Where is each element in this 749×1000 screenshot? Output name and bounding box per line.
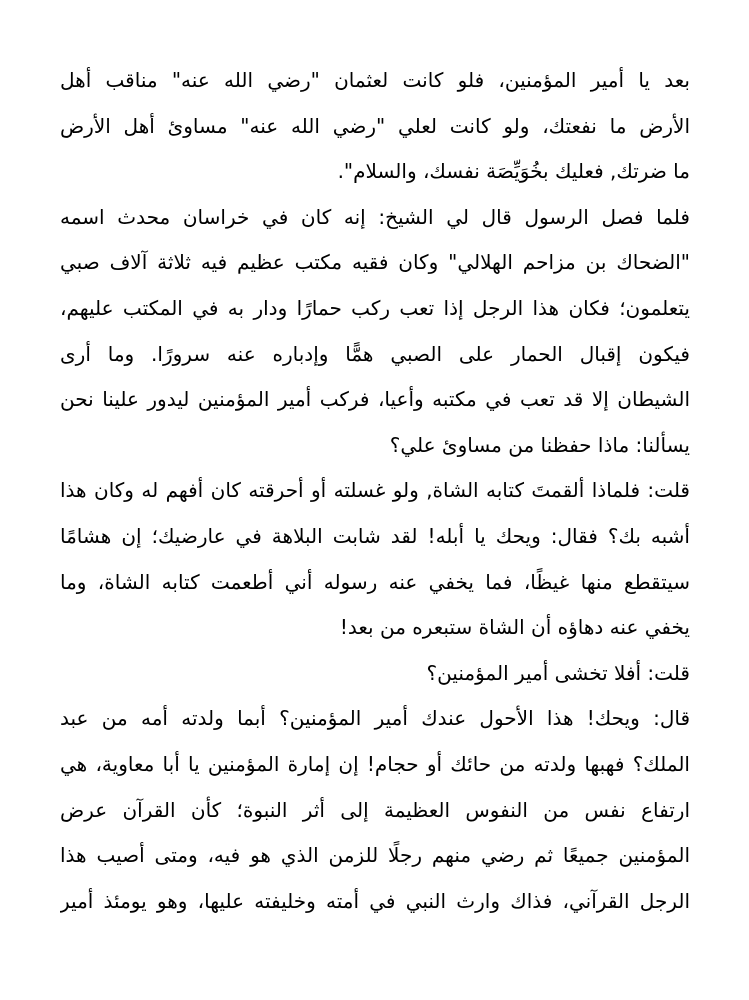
text-line-17: ارتفاع نفس من النفوس العظيمة إلى أثر النبوة؛ كأن القرآن عرض bbox=[60, 797, 690, 822]
text-line-14: قلت: أفلا تخشى أمير المؤمنين؟ bbox=[426, 660, 690, 685]
text-line-13: يخفي عنه دهاؤه أن الشاة ستبعره من بعد! bbox=[339, 615, 690, 640]
text-line-16: الملك؟ فهبها ولدته من حائك أو حجام! إن إمارة المؤمنين يا أبا معاوية، هي bbox=[60, 751, 690, 776]
text-line-1: بعد يا أمير المؤمنين، فلو كانت لعثمان "رضي الله عنه" مناقب أهل bbox=[60, 68, 690, 92]
text-line-3: ما ضرتك, فعليك بخُوَيِّصَة نفسك، والسلام". bbox=[337, 159, 690, 184]
text-line-4: فلما فصل الرسول قال لي الشيخ: إنه كان في خراسان محدث اسمه bbox=[60, 204, 690, 229]
text-line-11: أشبه بك؟ فقال: ويحك يا أبله! لقد شابت البلاهة في عارضيك؛ إن هشامًا bbox=[60, 523, 690, 548]
text-line-8: الشيطان إلا قد تعب في مكتبه وأعيا، فركب أمير المؤمنين ليدور علينا نحن bbox=[60, 387, 690, 412]
text-line-18: المؤمنين جميعًا ثم رضي منهم رجلًا للزمن الذي هو فيه، ومتى أصيب هذا bbox=[60, 843, 690, 868]
text-line-7: فيكون إقبال الحمار على الصبي همًّا وإدباره عنه سرورًا. وما أرى bbox=[60, 341, 690, 366]
text-line-2: الأرض ما نفعتك، ولو كانت لعلي "رضي الله عنه" مساوئ أهل الأرض bbox=[60, 113, 690, 138]
text-line-9: يسألنا: ماذا حفظنا من مساوئ علي؟ bbox=[389, 432, 690, 457]
text-line-10: قلت: فلماذا ألقمتَ كتابه الشاة, ولو غسلته أو أحرقته كان أفهم له وكان هذا bbox=[60, 478, 690, 503]
document-page bbox=[60, 58, 690, 924]
text-line-15: قال: ويحك! هذا الأحول عندك أمير المؤمنين؟ أبما ولدته أمه من عبد bbox=[60, 706, 690, 731]
text-line-12: سيتقطع منها غيظًا، فما يخفي عنه رسوله أني أطعمت كتابه الشاة، وما bbox=[60, 569, 690, 594]
text-line-19: الرجل القرآني، فذاك وارث النبي في أمته وخليفته عليها، وهو يومئذ أمير bbox=[60, 888, 690, 913]
text-line-6: يتعلمون؛ فكان هذا الرجل إذا تعب ركب حمارًا ودار به في المكتب عليهم، bbox=[60, 295, 690, 320]
text-line-5: "الضحاك بن مزاحم الهلالي" وكان فقيه مكتب عظيم فيه ثلاثة آلاف صبي bbox=[60, 250, 690, 275]
